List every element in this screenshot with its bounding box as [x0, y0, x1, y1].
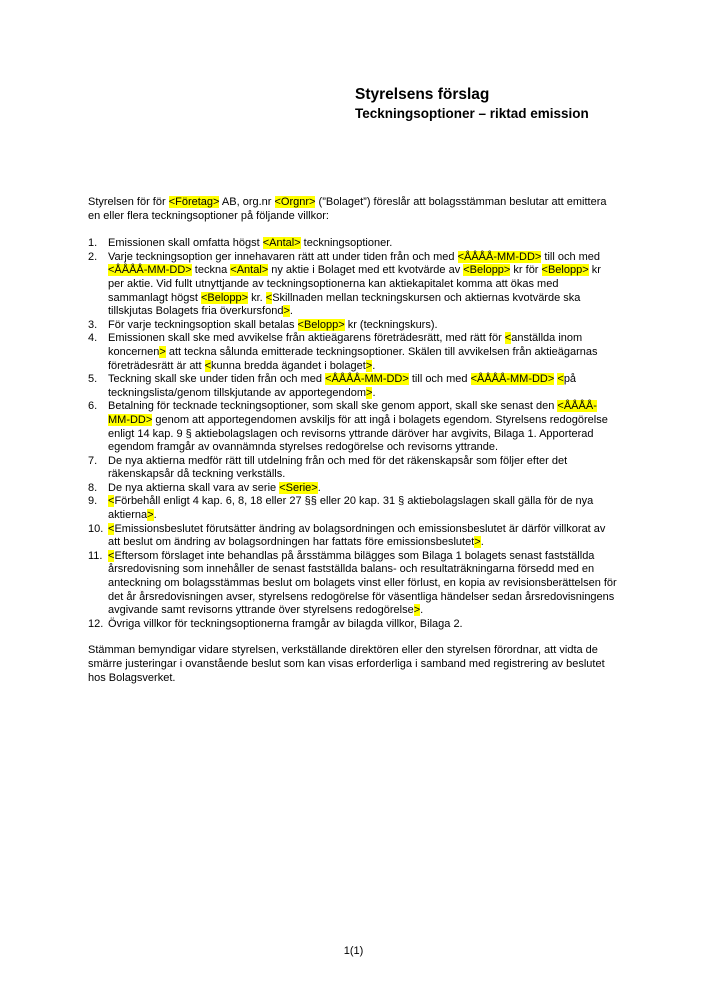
condition-number: 11. — [88, 549, 103, 562]
text-run: AB, org.nr — [219, 196, 275, 208]
condition-item — [88, 618, 618, 632]
condition-number: 10. — [88, 522, 104, 535]
text-run: ny aktie i Bolaget med ett kvotvärde av — [268, 264, 464, 277]
placeholder-highlight: > — [365, 359, 373, 372]
condition-text — [108, 319, 438, 331]
text-run: De nya aktierna skall vara av serie — [108, 481, 280, 494]
text-run: De nya aktierna medför rätt till utdelning från och med för det räkenskapsår som följer efter det räkenskapsår då teckning verkställs. — [108, 454, 568, 481]
text-run: kunna bredda ägandet i bolaget — [211, 359, 366, 372]
condition-text — [108, 400, 608, 453]
text-run: till och med — [408, 373, 471, 386]
placeholder-highlight: > — [474, 536, 481, 549]
condition-text — [108, 332, 598, 371]
closing-paragraph: Stämman bemyndigar vidare styrelsen, verkställande direktören eller den styrelsen förordnar, att vidta de smärre justeringar i ovanstående beslut som kan visas erforderliga i samband med registrering av beslutet hos Bolagsverket. — [88, 644, 605, 684]
text-run: Styrelsen för för — [88, 196, 169, 208]
condition-number: 2. — [88, 250, 98, 263]
document-subtitle: Teckningsoptioner – riktad emission — [355, 106, 589, 121]
text-run: att teckna sålunda emitterade teckningsoptioner. Skälen till avvikelsen från aktieägarnas företrädesrätt är att — [108, 345, 598, 372]
condition-item — [88, 523, 618, 550]
text-run: anställda inom koncernen — [108, 332, 583, 358]
condition-number: 7. — [88, 454, 98, 467]
condition-text — [108, 618, 463, 630]
placeholder-highlight: <Belopp> — [463, 264, 511, 277]
text-run: teckna — [191, 264, 231, 277]
placeholder-highlight: <Antal> — [230, 264, 269, 277]
condition-item — [88, 400, 618, 454]
text-run: genom att apportegendomen avskiljs för att ingå i bolagets egendom. Styrelsens redogörelse enligt 14 kap. 9 § aktiebolagslagen och revisorns yttrande däröver har avgivits, Bilaga 1. Apporterad egendom framgår av ovannämnda styrelses redogörelse och revisorns yttrande. — [108, 413, 608, 454]
placeholder-highlight: < — [108, 549, 115, 562]
condition-item — [88, 373, 618, 400]
text-run: kr (teckningskurs). — [344, 318, 438, 331]
condition-item — [88, 482, 618, 496]
text-run: . — [372, 386, 376, 399]
placeholder-highlight: <Belopp> — [297, 318, 345, 331]
placeholder-highlight: <Serie> — [279, 481, 318, 494]
text-run: (”Bolaget”) föreslår att bolagsstämman beslutar att emittera en eller flera teckningsoptioner på följande villkor: — [88, 196, 607, 222]
placeholder-highlight: < — [204, 359, 212, 372]
text-run: För varje teckningsoption skall betalas — [108, 318, 298, 331]
condition-number: 3. — [88, 318, 98, 331]
text-run: . — [420, 604, 424, 617]
placeholder-highlight: <Företag> — [168, 196, 220, 208]
text-run: Skillnaden mellan teckningskursen och aktiernas kvotvärde ska tillskjutas Bolagets fria överkursfond — [108, 291, 581, 318]
condition-number: 1. — [88, 237, 98, 250]
text-run: Betalning för tecknade teckningsoptioner, som skall ske genom apport, skall ske senast den — [108, 400, 558, 413]
placeholder-highlight: < — [557, 373, 564, 386]
condition-item — [88, 332, 618, 373]
placeholder-highlight: <Orgnr> — [274, 196, 316, 208]
text-run: Eftersom förslaget inte behandlas på årsstämma bilägges som Bilaga 1 bolagets senast fastställda årsredovisning som innehåller de senast fastställda balans- och resultaträkningarna försedd med en anteckning om bolagsstämmas beslut om bolagets vinst eller förlust, en kopia av revisionsberättelsen för det år årsredovisningen avser, styrelsens redogörelse för väsentliga händelser sedan årsredovisningens avgivande samt revisorns yttrande över styrelsens redogörelse — [108, 549, 617, 617]
text-run: . — [372, 359, 376, 372]
placeholder-highlight: < — [108, 522, 115, 535]
text-run: . — [317, 481, 321, 494]
text-run: . — [289, 305, 293, 318]
placeholder-highlight: <Belopp> — [541, 264, 589, 277]
placeholder-highlight: < — [108, 495, 115, 508]
condition-text — [108, 251, 601, 317]
condition-number: 12. — [88, 617, 104, 630]
condition-number: 8. — [88, 481, 98, 494]
text-run: . — [153, 509, 157, 522]
condition-text — [108, 237, 392, 249]
placeholder-highlight: <ÅÅÅÅ-MM-DD> — [108, 264, 192, 277]
page-number: 1(1) — [343, 945, 364, 957]
condition-text — [108, 482, 321, 494]
text-run: Emissionen skall ske med avvikelse från aktieägarens företrädesrätt, med rätt för — [108, 332, 505, 345]
condition-number: 6. — [88, 400, 98, 413]
condition-number: 4. — [88, 332, 98, 345]
text-run: Emissionen skall omfatta högst — [108, 237, 263, 250]
document-body — [88, 196, 618, 685]
placeholder-highlight: <Antal> — [262, 237, 301, 250]
text-run: kr. — [248, 291, 266, 304]
placeholder-highlight: <ÅÅÅÅ-MM-DD> — [457, 250, 542, 263]
intro-paragraph — [88, 196, 618, 223]
text-run: kr för — [510, 264, 542, 277]
condition-text — [108, 523, 605, 549]
condition-text — [108, 495, 593, 521]
text-run: teckningsoptioner. — [300, 237, 393, 250]
condition-item — [88, 237, 618, 251]
condition-text — [108, 550, 617, 616]
text-run: på teckningslista/genom tillskjutande av apportegendom — [108, 373, 577, 399]
placeholder-highlight: < — [504, 332, 512, 345]
text-run: Emissionsbeslutet förutsätter ändring av bolagsordningen och emissionsbeslutet är därför villkorat av att beslut om ändring av bolagsordningen har fattats före emissionsbeslutet — [108, 522, 606, 549]
text-run: Teckning skall ske under tiden från och med — [108, 373, 326, 386]
text-run: Förbehåll enligt 4 kap. 6, 8, 18 eller 27 §§ eller 20 kap. 31 § aktiebolagslagen skall gälla för de nya aktierna — [108, 495, 594, 522]
placeholder-highlight: > — [283, 305, 290, 318]
condition-item — [88, 455, 618, 482]
text-run: . — [480, 536, 484, 549]
placeholder-highlight: <ÅÅÅÅ-MM-DD> — [470, 373, 555, 386]
placeholder-highlight: <ÅÅÅÅ-MM-DD> — [108, 400, 597, 426]
placeholder-highlight: > — [159, 345, 166, 358]
document-title: Styrelsens förslag — [355, 86, 490, 103]
condition-number: 5. — [88, 373, 98, 386]
placeholder-highlight: > — [366, 386, 373, 399]
text-run: kr per aktie. Vid fullt utnyttjande av teckningsoptionerna kan aktiekapitalet komma att ökas med sammanlagt högst — [108, 264, 601, 304]
conditions-list — [88, 237, 618, 631]
text-run: Varje teckningsoption ger innehavaren rätt att under tiden från och med — [108, 250, 458, 263]
condition-item — [88, 251, 618, 319]
condition-text — [108, 455, 567, 481]
condition-item — [88, 550, 618, 618]
text-run: Övriga villkor för teckningsoptionerna framgår av bilagda villkor, Bilaga 2. — [108, 617, 463, 630]
condition-text — [108, 373, 576, 399]
placeholder-highlight: <ÅÅÅÅ-MM-DD> — [325, 373, 409, 386]
condition-number: 9. — [88, 495, 98, 508]
placeholder-highlight: > — [413, 604, 421, 617]
condition-item — [88, 319, 618, 333]
placeholder-highlight: <Belopp> — [200, 291, 249, 304]
condition-item — [88, 495, 618, 522]
placeholder-highlight: > — [147, 509, 154, 522]
text-run: till och med — [541, 250, 601, 263]
placeholder-highlight: < — [265, 291, 273, 304]
